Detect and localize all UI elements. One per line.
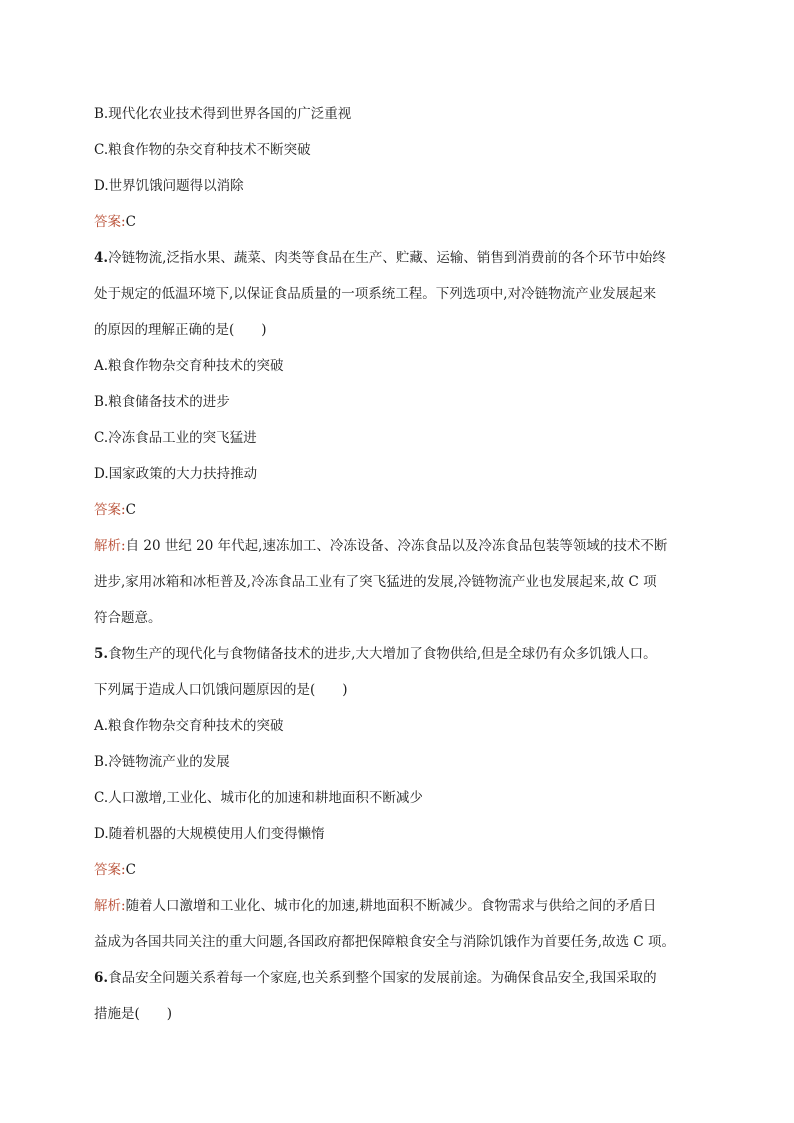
q4-analysis-line-3: 符合题意。 — [94, 610, 162, 626]
q5-answer — [94, 860, 706, 880]
answer-label: 答案: — [94, 214, 126, 230]
question-number: 5. — [94, 646, 109, 662]
stem-text: 食品安全问题关系着每一个家庭,也关系到整个国家的发展前途。为确保食品安全,我国采取的 — [108, 970, 657, 986]
q4-analysis-line-1 — [94, 536, 706, 556]
q5-option-b: B.冷链物流产业的发展 — [94, 754, 230, 770]
answer-label: 答案: — [94, 502, 126, 518]
q4-stem-line-2: 处于规定的低温环境下,以保证食品质量的一项系统工程。下列选项中,对冷链物流产业发展起来 — [94, 286, 657, 302]
q5-option-c: C.人口激增,工业化、城市化的加速和耕地面积不断减少 — [94, 790, 423, 806]
q3-answer — [94, 212, 706, 232]
analysis-text: 随着人口激增和工业化、城市化的加速,耕地面积不断减少。食物需求与供给之间的矛盾日 — [125, 898, 657, 914]
q6-stem-line-1 — [94, 968, 706, 988]
stem-text: 冷链物流,泛指水果、蔬菜、肉类等食品在生产、贮藏、运输、销售到消费前的各个环节中始终 — [108, 250, 666, 266]
q4-option-d: D.国家政策的大力扶持推动 — [94, 466, 258, 482]
q3-option-d: D.世界饥饿问题得以消除 — [94, 178, 244, 194]
answer-value: C — [125, 214, 136, 230]
q5-analysis-line-2: 益成为各国共同关注的重大问题,各国政府都把保障粮食安全与消除饥饿作为首要任务,故选 C 项。 — [94, 934, 675, 950]
q5-option-a: A.粮食作物杂交育种技术的突破 — [94, 718, 284, 734]
q4-answer — [94, 500, 706, 520]
answer-label: 答案: — [94, 862, 126, 878]
question-number: 4. — [94, 250, 109, 266]
q3-option-c: C.粮食作物的杂交育种技术不断突破 — [94, 142, 311, 158]
answer-value: C — [125, 862, 136, 878]
question-number: 6. — [94, 970, 109, 986]
q4-option-b: B.粮食储备技术的进步 — [94, 394, 230, 410]
q4-analysis-line-2: 进步,家用冰箱和冰柜普及,冷冻食品工业有了突飞猛进的发展,冷链物流产业也发展起来,故 C 项 — [94, 574, 657, 590]
q4-option-a: A.粮食作物杂交育种技术的突破 — [94, 358, 284, 374]
analysis-text: 自 20 世纪 20 年代起,速冻加工、冷冻设备、冷冻食品以及冷冻食品包装等领域的技术不断 — [125, 538, 668, 554]
q5-analysis-line-1 — [94, 896, 706, 916]
answer-value: C — [125, 502, 136, 518]
q5-stem-line-1 — [94, 644, 706, 664]
q6-stem-line-2: 措施是( ) — [94, 1006, 173, 1022]
q4-stem-line-1 — [94, 248, 706, 268]
analysis-label: 解析: — [94, 898, 126, 914]
q4-stem-line-3: 的原因的理解正确的是( ) — [94, 322, 267, 338]
q3-option-b: B.现代化农业技术得到世界各国的广泛重视 — [94, 106, 352, 122]
q5-stem-line-2: 下列属于造成人口饥饿问题原因的是( ) — [94, 682, 348, 698]
q5-option-d: D.随着机器的大规模使用人们变得懒惰 — [94, 826, 325, 842]
analysis-label: 解析: — [94, 538, 126, 554]
q4-option-c: C.冷冻食品工业的突飞猛进 — [94, 430, 257, 446]
stem-text: 食物生产的现代化与食物储备技术的进步,大大增加了食物供给,但是全球仍有众多饥饿人口。 — [108, 646, 657, 662]
